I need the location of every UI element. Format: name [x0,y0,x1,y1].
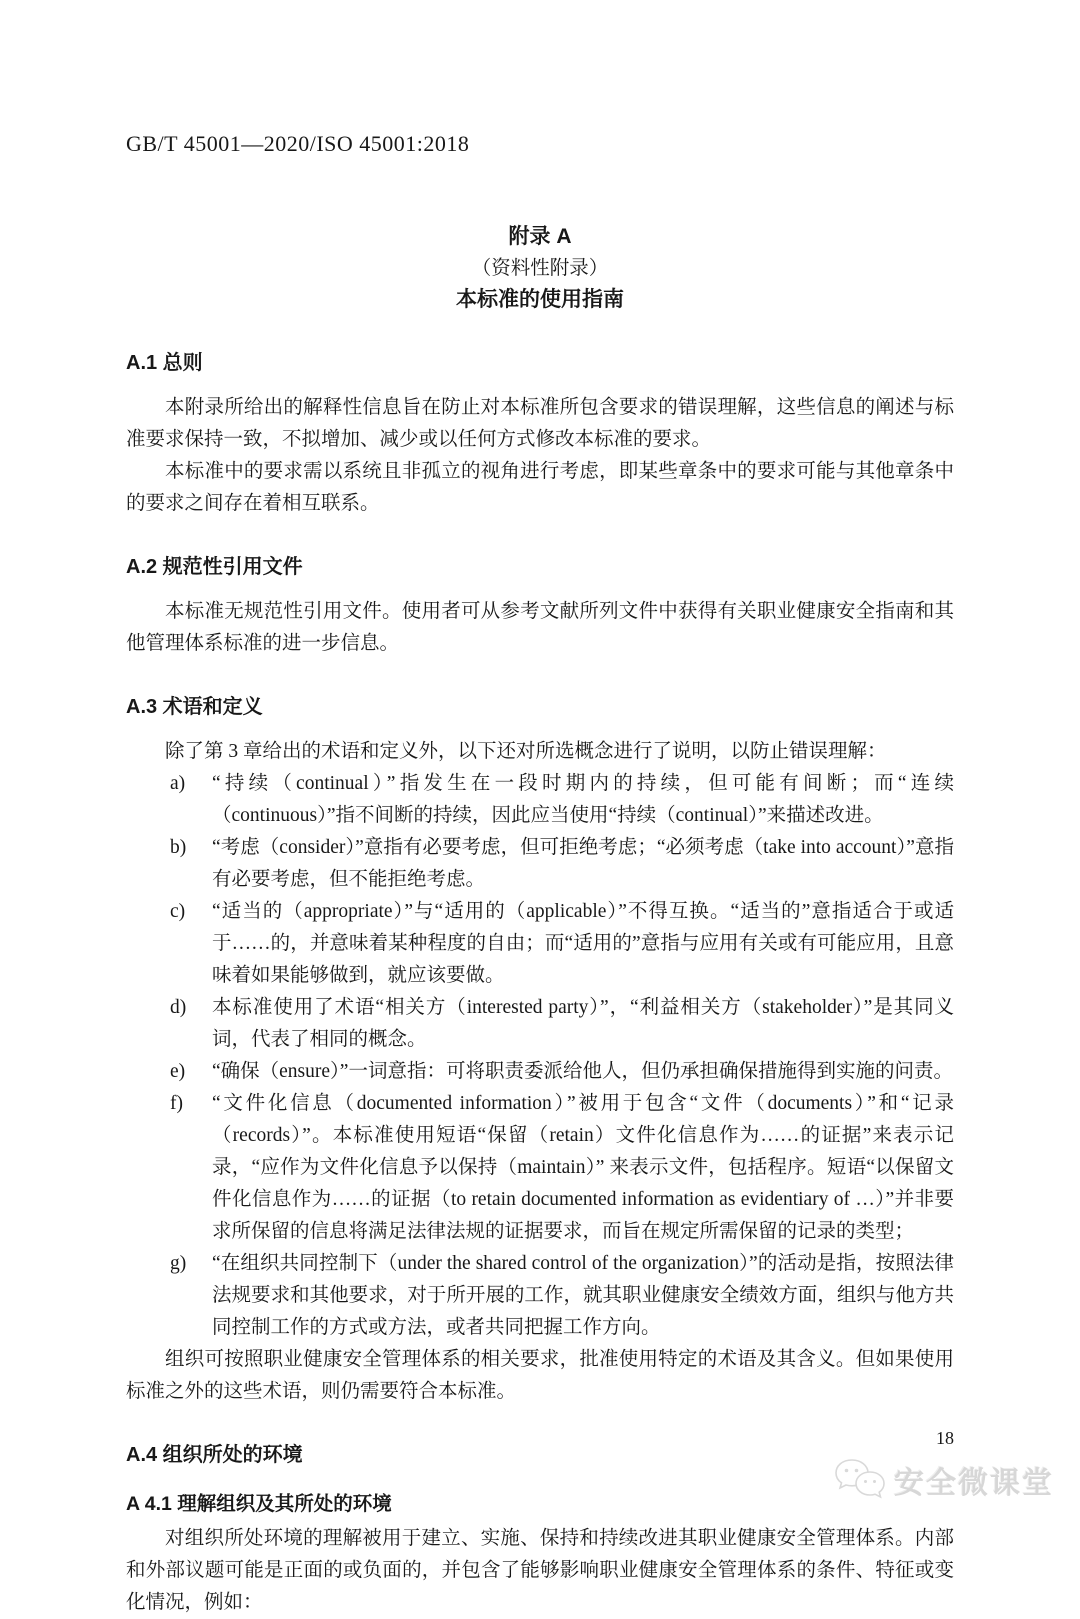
list-item-label: a) [170,773,186,794]
list-item-label: f) [170,1093,183,1114]
section-a3-heading: A.3 术语和定义 [126,696,263,718]
section-a41-paragraph-1: 对组织所处环境的理解被用于建立、实施、保持和持续改进其职业健康安全管理体系。内部和外部议题可能是正面的或负面的，并包含了能够影响职业健康安全管理体系的条件、特征或变化情况，例如： [126,1528,954,1613]
list-item-text: “持续（continual）”指发生在一段时期内的持续，但可能有间断；而“连续（continuous）”指不间断的持续，因此应当使用“持续（continual）”来描述改进。 [212,773,954,826]
section-a3-outro: 组织可按照职业健康安全管理体系的相关要求，批准使用特定的术语及其含义。但如果使用标准之外的这些术语，则仍需要符合本标准。 [126,1349,954,1402]
list-item-text: “确保（ensure）”一词意指：可将职责委派给他人，但仍承担确保措施得到实施的问责。 [212,1061,953,1082]
section-a4-heading: A.4 组织所处的环境 [126,1444,303,1466]
section-a3-intro: 除了第 3 章给出的术语和定义外，以下还对所选概念进行了说明，以防止错误理解： [165,741,887,762]
section-a1-paragraph-1: 本附录所给出的解释性信息旨在防止对本标准所包含要求的错误理解，这些信息的阐述与标准要求保持一致，不拟增加、减少或以任何方式修改本标准的要求。 [126,397,954,450]
list-item [170,832,954,896]
list-item-text: 本标准使用了术语“相关方（interested party）”，“利益相关方（stakeholder）”是其同义词，代表了相同的概念。 [212,997,954,1050]
section-a1-heading: A.1 总则 [126,352,203,374]
list-item-label: c) [170,901,186,922]
page-number: 18 [936,1428,954,1448]
watermark-text: 安全微课堂 [894,1467,1054,1500]
standard-code-header: GB/T 45001—2020/ISO 45001:2018 [126,131,470,156]
list-item [170,1088,954,1248]
watermark [834,1458,1054,1502]
list-item [170,768,954,832]
list-item-text: “适当的（appropriate）”与“适用的（applicable）”不得互换。“适当的”意指适合于或适于……的，并意味着某种程度的自由；而“适用的”意指与应用有关或有可能应用，且意味着如果能够做到，就应该要做。 [212,901,954,986]
list-item-text: “考虑（consider）”意指有必要考虑，但可拒绝考虑；“必须考虑（take into account）”意指有必要考虑，但不能拒绝考虑。 [212,837,954,890]
list-item-label: b) [170,837,187,858]
section-a41-heading: A 4.1 理解组织及其所处的环境 [126,1493,392,1515]
list-item [170,1056,954,1088]
section-a2-paragraph-1: 本标准无规范性引用文件。使用者可从参考文献所列文件中获得有关职业健康安全指南和其他管理体系标准的进一步信息。 [126,601,954,654]
section-a2-heading: A.2 规范性引用文件 [126,556,303,578]
list-item [170,1248,954,1344]
list-item-label: g) [170,1253,187,1274]
list-item-text: “在组织共同控制下（under the shared control of the organization）”的活动是指，按照法律法规要求和其他要求，对于所开展的工作，就其职业健康安全绩效方面，组织与他方共同控制工作的方式或方法，或者共同把握工作方向。 [212,1253,954,1338]
appendix-title-block [126,220,954,316]
list-item [170,896,954,992]
appendix-subtitle: （资料性附录） [471,258,609,279]
wechat-bubbles-icon [834,1458,886,1502]
list-item-label: d) [170,997,187,1018]
appendix-doc-title: 本标准的使用指南 [456,288,624,311]
terms-list [170,768,954,1344]
list-item-label: e) [170,1061,186,1082]
section-a1-paragraph-2: 本标准中的要求需以系统且非孤立的视角进行考虑，即某些章条中的要求可能与其他章条中的要求之间存在着相互联系。 [126,461,954,514]
list-item [170,992,954,1056]
list-item-text: “文件化信息（documented information）”被用于包含“文件（documents）”和“记录（records）”。本标准使用短语“保留（retain）文件化信息作为……的证据”来表示记录，“应作为文件化信息予以保持（maintain）” 来表示文件，包括程序。短语“以保留文件化信息作为……的证据（to retain documented information as evidentiary of …）”并非要求所保留的信息将满足法律法规的证据要求，而旨在规定所需保留的记录的类型； [212,1093,954,1242]
appendix-title: 附录 A [508,225,572,248]
